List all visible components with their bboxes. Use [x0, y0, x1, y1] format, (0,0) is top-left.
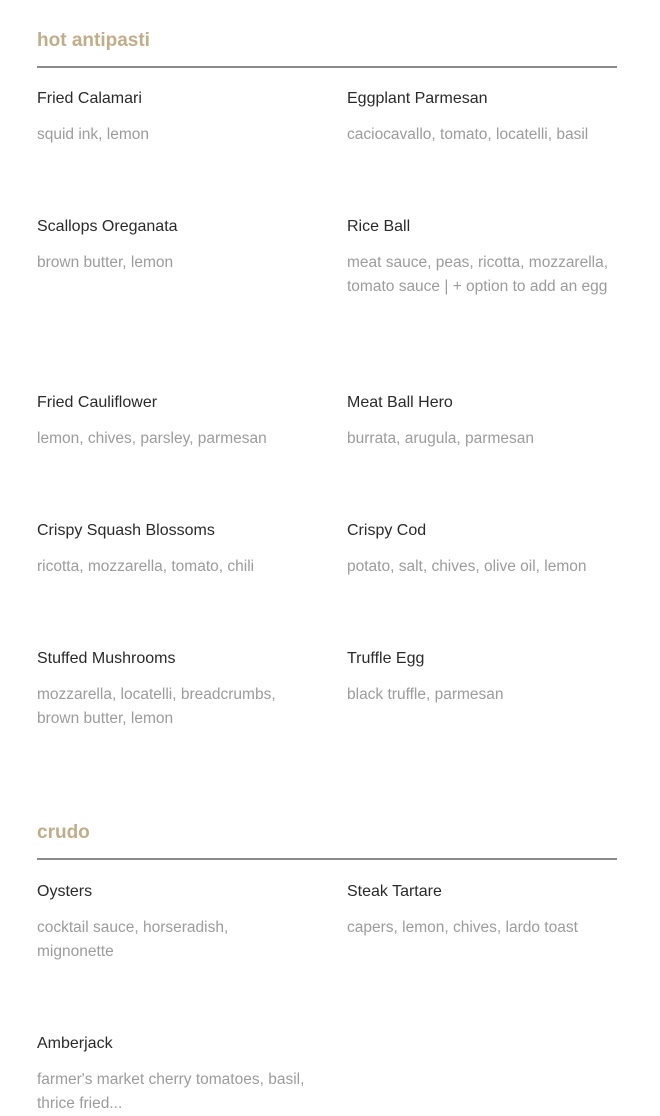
section-divider [37, 66, 617, 68]
menu-item [37, 89, 307, 147]
menu-item-name: Oysters [37, 883, 93, 900]
menu-item-name: Fried Calamari [37, 90, 142, 107]
menu-item [347, 89, 617, 147]
section-title: crudo [37, 822, 90, 843]
menu-item-description: black truffle, parmesan [347, 686, 504, 703]
menu-item-name: Crispy Squash Blossoms [37, 522, 215, 539]
menu-item-description: farmer's market cherry tomatoes, basil, thrice fried... [37, 1071, 305, 1112]
section-divider [37, 858, 617, 860]
menu-item-description: capers, lemon, chives, lardo toast [347, 919, 578, 936]
section-title: hot antipasti [37, 30, 150, 51]
menu-item [347, 882, 617, 940]
menu-item-description: lemon, chives, parsley, parmesan [37, 430, 267, 447]
menu-item-name: Scallops Oreganata [37, 218, 178, 235]
menu-item [347, 217, 617, 299]
menu-item-name: Meat Ball Hero [347, 394, 453, 411]
menu-item-description: caciocavallo, tomato, locatelli, basil [347, 126, 589, 143]
section-crudo [37, 818, 617, 860]
menu-item [37, 649, 307, 731]
menu-item-description: brown butter, lemon [37, 254, 174, 271]
menu-item [347, 393, 617, 451]
menu-item [347, 649, 617, 707]
menu-item-name: Steak Tartare [347, 883, 442, 900]
menu-item-name: Eggplant Parmesan [347, 90, 488, 107]
menu-item [347, 521, 617, 579]
menu-item-description: squid ink, lemon [37, 126, 150, 143]
menu-item-name: Crispy Cod [347, 522, 427, 539]
menu-item-description: ricotta, mozzarella, tomato, chili [37, 558, 255, 575]
menu-item-name: Truffle Egg [347, 650, 425, 667]
menu-item-description: cocktail sauce, horseradish, mignonette [37, 919, 229, 960]
menu-item-name: Stuffed Mushrooms [37, 650, 176, 667]
menu-item-description: meat sauce, peas, ricotta, mozzarella, tomato sauce | + option to add an egg [347, 254, 609, 295]
menu-item-name: Fried Cauliflower [37, 394, 158, 411]
menu-item-description: mozzarella, locatelli, breadcrumbs, brown butter, lemon [37, 686, 276, 727]
menu-item [37, 1034, 307, 1116]
menu-item [37, 393, 307, 451]
menu-item [37, 521, 307, 579]
menu-item [37, 217, 307, 275]
section-hot-antipasti [37, 26, 617, 68]
menu-item-name: Rice Ball [347, 218, 411, 235]
menu-item-description: burrata, arugula, parmesan [347, 430, 534, 447]
menu-item [37, 882, 307, 964]
menu-item-name: Amberjack [37, 1035, 113, 1052]
menu-item-description: potato, salt, chives, olive oil, lemon [347, 558, 587, 575]
